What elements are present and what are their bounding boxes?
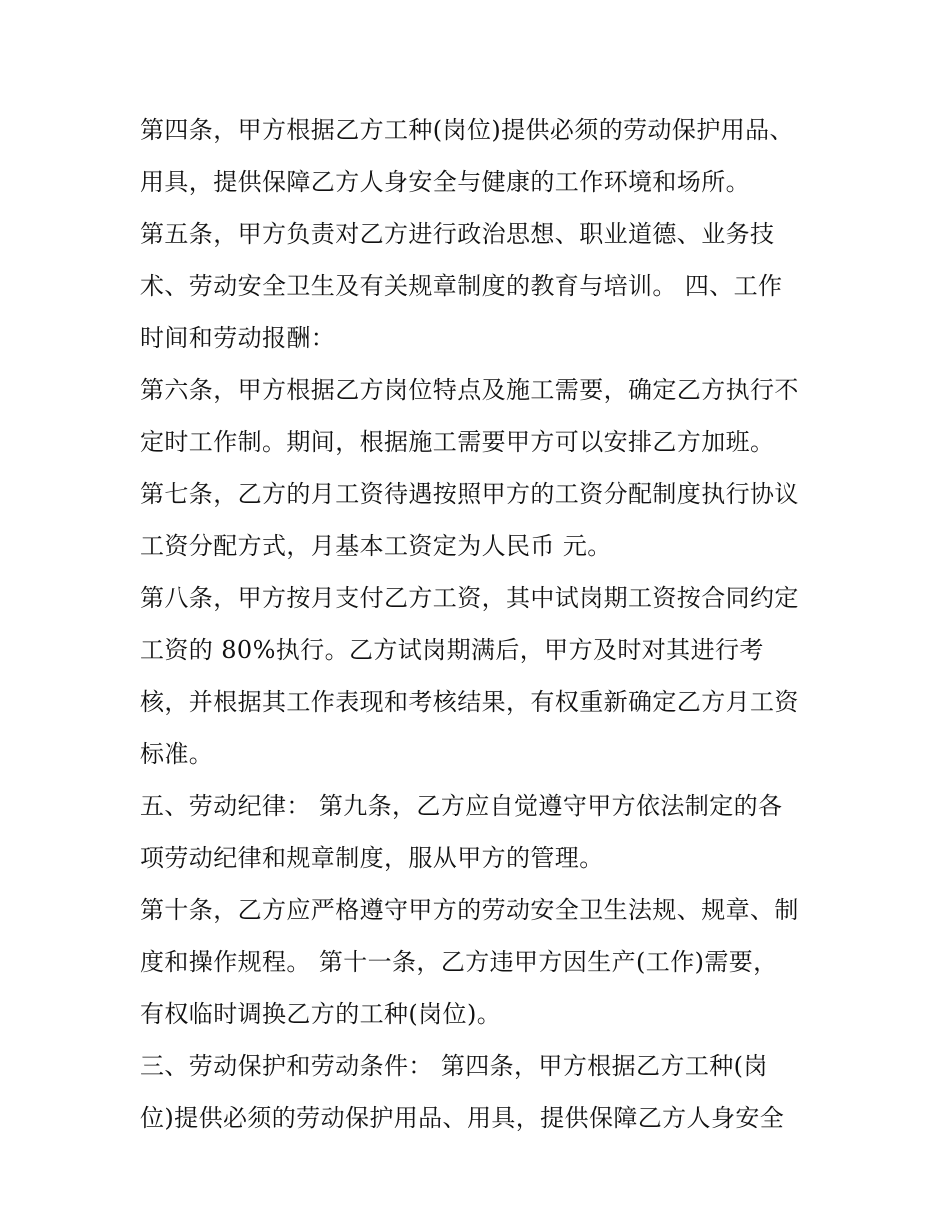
- text-line: 第四条，甲方根据乙方工种(岗位)提供必须的劳动保护用品、: [140, 116, 794, 144]
- text-line: 工资分配方式，月基本工资定为人民币 元。: [140, 532, 612, 560]
- text-line: 五、劳动纪律： 第九条，乙方应自觉遵守甲方依法制定的各: [140, 792, 783, 820]
- text-line: 时间和劳动报酬：: [140, 324, 336, 352]
- text-line: 三、劳动保护和劳动条件： 第四条，甲方根据乙方工种(岗: [140, 1052, 768, 1080]
- text-line: 定时工作制。期间，根据施工需要甲方可以安排乙方加班。: [140, 428, 775, 456]
- text-line: 第六条，甲方根据乙方岗位特点及施工需要，确定乙方执行不: [140, 376, 799, 404]
- document-body: [140, 104, 820, 1144]
- text-line: 第十条，乙方应严格遵守甲方的劳动安全卫生法规、规章、制: [140, 896, 799, 924]
- text-line: 工资的 80%执行。乙方试岗期满后，甲方及时对其进行考: [140, 636, 764, 664]
- text-line: 有权临时调换乙方的工种(岗位)。: [140, 1000, 502, 1028]
- text-line: 项劳动纪律和规章制度，服从甲方的管理。: [140, 844, 604, 872]
- text-line: 度和操作规程。 第十一条，乙方违甲方因生产(工作)需要，: [140, 948, 778, 976]
- text-line: 位)提供必须的劳动保护用品、用具，提供保障乙方人身安全: [140, 1104, 785, 1132]
- text-line: 核，并根据其工作表现和考核结果，有权重新确定乙方月工资: [140, 688, 799, 716]
- text-line: 第五条，甲方负责对乙方进行政治思想、职业道德、业务技: [140, 220, 775, 248]
- text-line: 术、劳动安全卫生及有关规章制度的教育与培训。 四、工作: [140, 272, 783, 300]
- text-line: 用具，提供保障乙方人身安全与健康的工作环境和场所。: [140, 168, 750, 196]
- text-line: 标准。: [140, 740, 214, 768]
- text-line: 第七条，乙方的月工资待遇按照甲方的工资分配制度执行协议: [140, 480, 799, 508]
- text-line: 第八条，甲方按月支付乙方工资，其中试岗期工资按合同约定: [140, 584, 799, 612]
